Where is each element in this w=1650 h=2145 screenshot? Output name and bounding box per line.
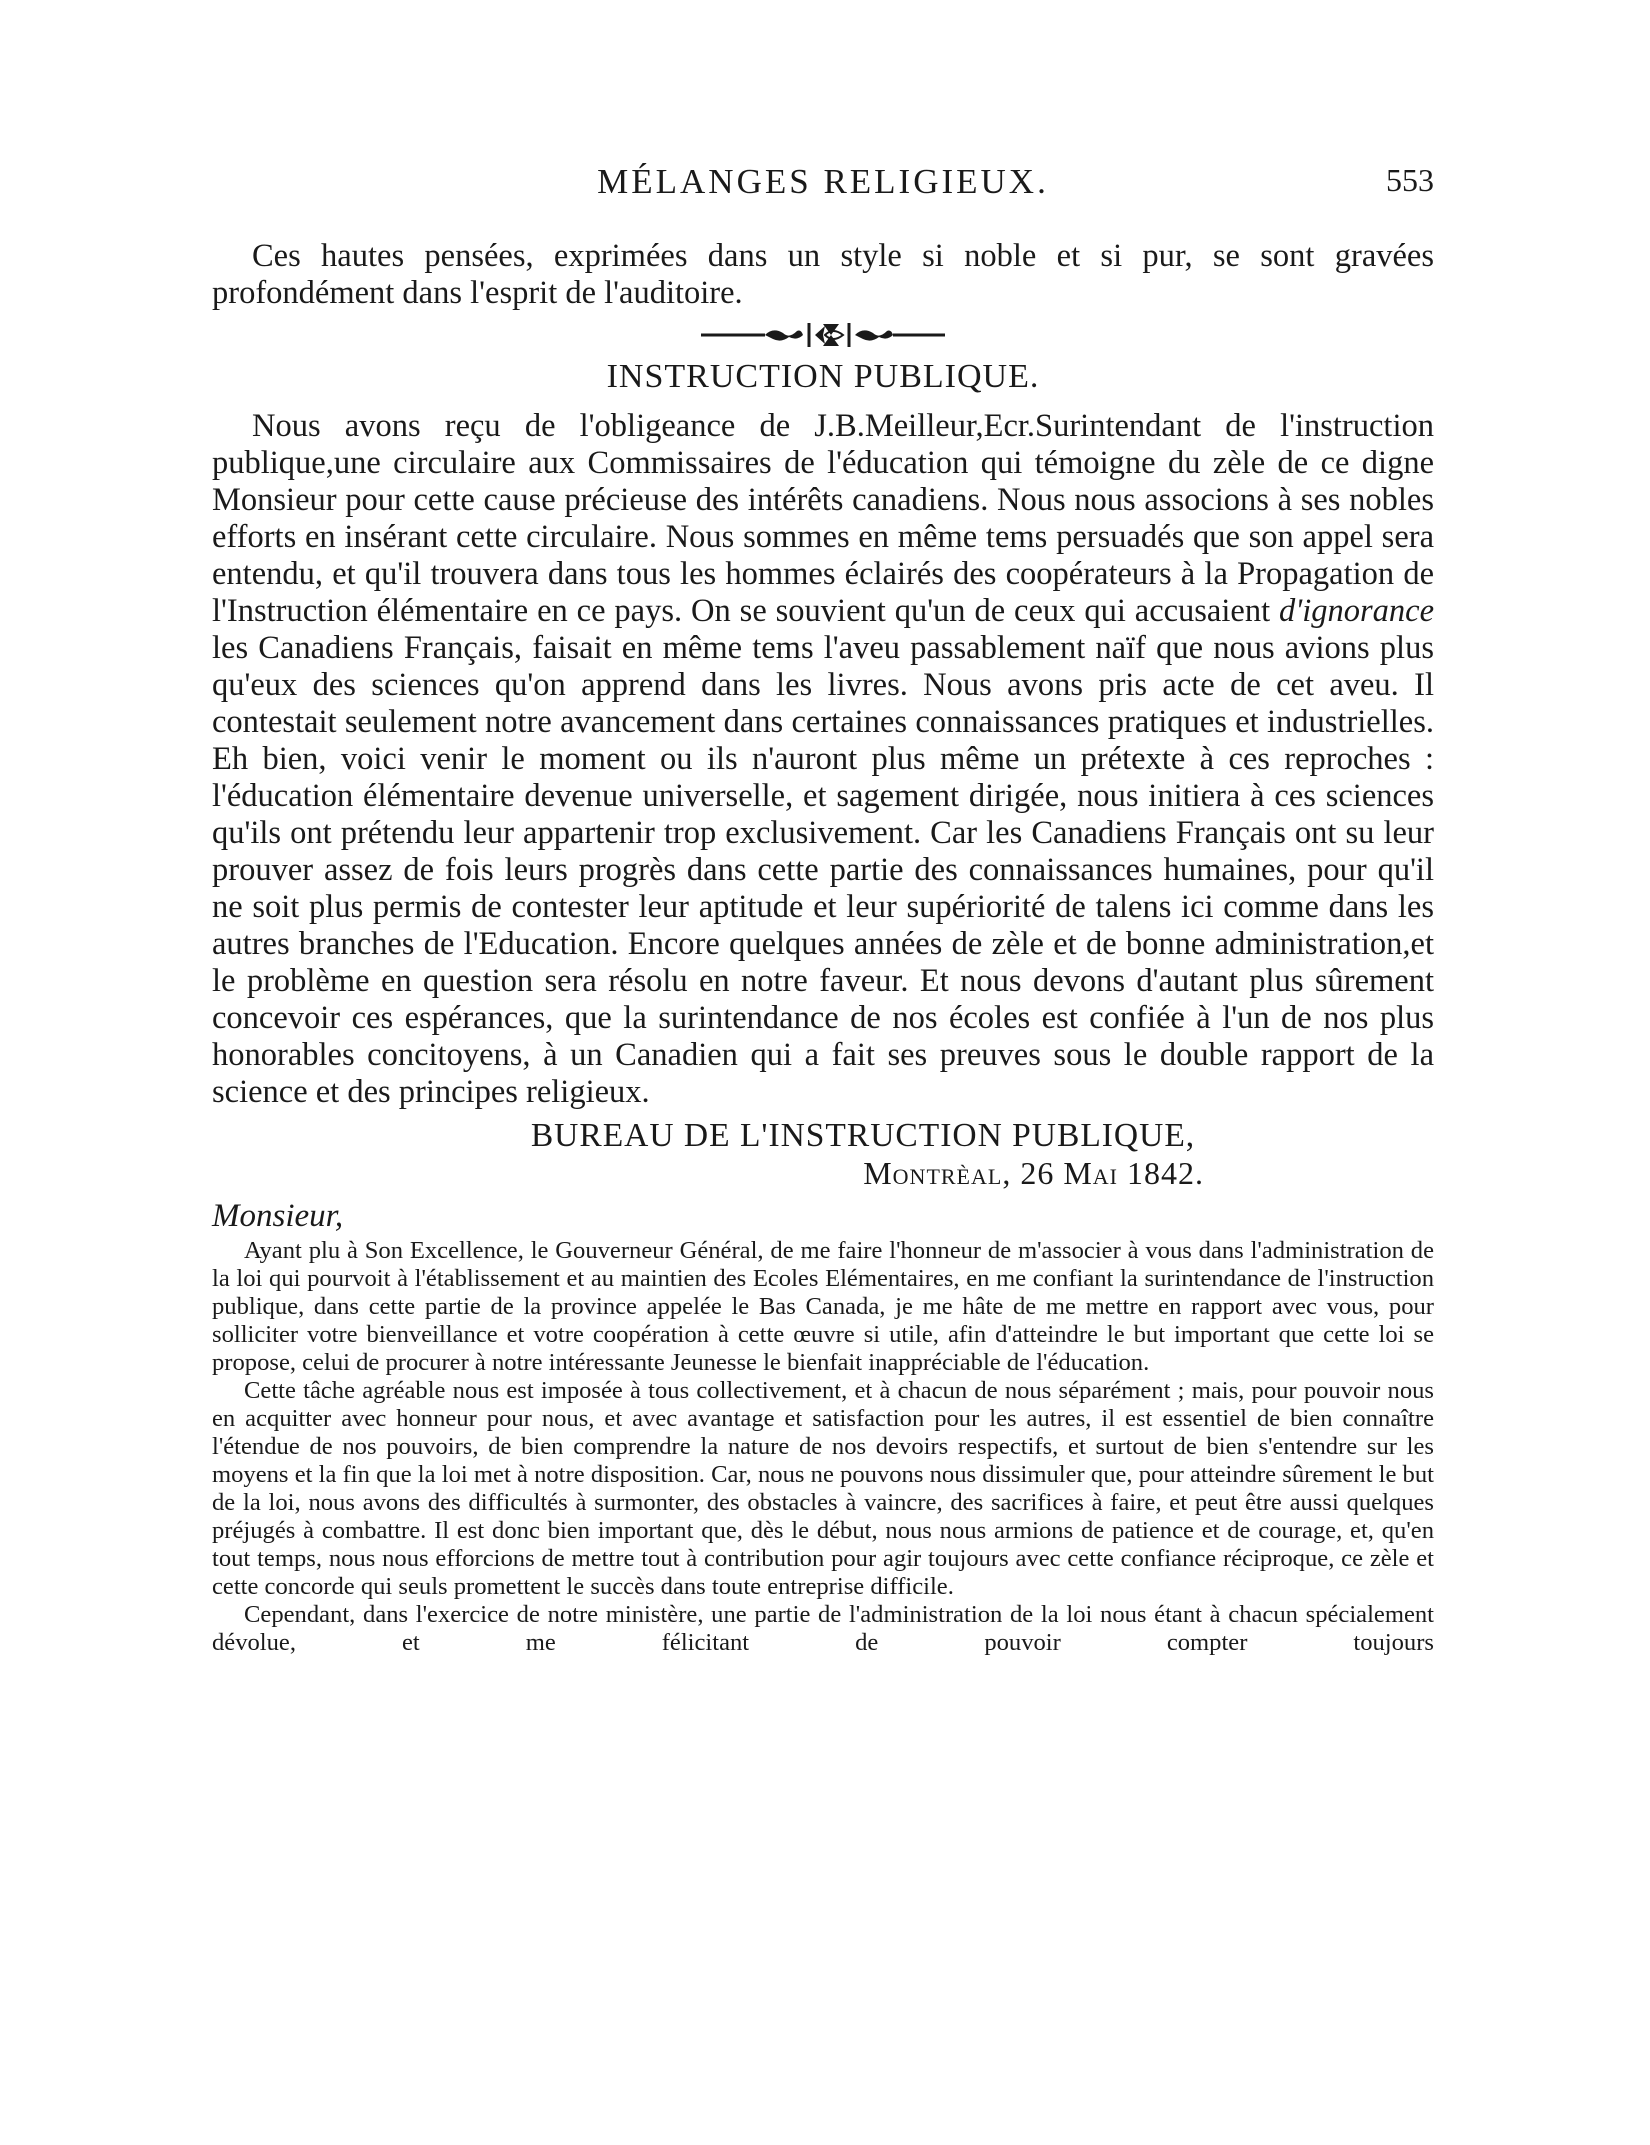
bureau-title: BUREAU DE L'INSTRUCTION PUBLIQUE,	[530, 1117, 1196, 1154]
intro-text-part-1: Nous avons reçu de l'obligeance de J.B.Meilleur,Ecr.Surintendant de l'instruction publique,une circulaire aux Commissaires de l'éducation qui témoigne du zèle de ce digne Monsieur pour cette cause précieuse des intérêts canadiens. Nous nous associons à ses nobles efforts en insérant cette circulaire. Nous sommes en même tems persuadés que son appel sera entendu, et qu'il trouvera dans tous les hommes éclairés des coopérateurs à la Propagation de l'Instruction élémentaire en ce pays. On se souvient qu'un de ceux qui accusaient	[212, 408, 1434, 629]
ornament-divider-icon	[693, 318, 953, 352]
intro-italic-word: d'ignorance	[1279, 593, 1434, 629]
page-number: 553	[1386, 162, 1434, 198]
letter-salutation: Monsieur,	[212, 1198, 344, 1234]
text-column	[212, 238, 1434, 1657]
opening-paragraph: Ces hautes pensées, exprimées dans un style si noble et si pur, se sont gravées profondément dans l'esprit de l'auditoire.	[212, 238, 1434, 311]
intro-text-part-2: les Canadiens Français, faisait en même tems l'aveu passablement naïf que nous avions plus qu'eux des sciences qu'on apprend dans les livres. Nous avons pris acte de cet aveu. Il contestait seulement notre avancement dans certaines connaissances pratiques et industrielles. Eh bien, voici venir le moment ou ils n'auront plus même un prétexte à ces reproches : l'éducation élémentaire devenue universelle, et sagement dirigée, nous initiera à ces sciences qu'ils ont prétendu leur appartenir trop exclusivement. Car les Canadiens Français ont su leur prouver assez de fois leurs progrès dans cette partie des connaissances humaines, pour qu'il ne soit plus permis de contester leur aptitude et leur supériorité de talens ici comme dans les autres branches de l'Education. Encore quelques années de zèle et de bonne administration,et le problème en question sera résolu en notre faveur. Et nous devons d'autant plus sûrement concevoir ces espérances, que la surintendance de nos écoles est confiée à l'un de nos plus honorables concitoyens, à un Canadien qui a fait ses preuves sous le double rapport de la science et des principes religieux.	[212, 630, 1434, 1110]
place-date: Montrèal, 26 Mai 1842.	[863, 1155, 1204, 1191]
letter-paragraph: Cependant, dans l'exercice de notre ministère, une partie de l'administration de la loi nous étant à chacun spécialement dévolue, et me félicitant de pouvoir compter toujours	[212, 1601, 1434, 1656]
running-head: MÉLANGES RELIGIEUX.	[597, 162, 1049, 201]
letter-paragraph: Cette tâche agréable nous est imposée à tous collectivement, et à chacun de nous séparément ; mais, pour pouvoir nous en acquitter avec honneur pour nous, et avec avantage et satisfaction pour les autres, il est essentiel de bien connaître l'étendue de nos pouvoirs, de bien comprendre la nature de nos devoirs respectifs, et surtout de bien s'entendre sur les moyens et la fin que la loi met à notre disposition. Car, nous ne pouvons nous dissimuler que, pour atteindre sûrement le but de la loi, nous avons des difficultés à surmonter, des obstacles à vaincre, des sacrifices à faire, et peut être aussi quelques préjugés à combattre. Il est donc bien important que, dès le début, nous nous armions de patience et de courage, et, qu'en tout temps, nous nous efforcions de mettre tout à contribution pour agir toujours avec cette confiance réciproque, ce zèle et cette concorde qui seuls promettent le succès dans toute entreprise difficile.	[212, 1377, 1434, 1600]
intro-paragraph	[212, 408, 1434, 1111]
section-title: INSTRUCTION PUBLIQUE.	[606, 358, 1040, 395]
page-header	[212, 162, 1434, 212]
letter-paragraph: Ayant plu à Son Excellence, le Gouverneur Général, de me faire l'honneur de m'associer à vous dans l'administration de la loi qui pourvoit à l'établissement et au maintien des Ecoles Elémentaires, en me confiant la surintendance de l'instruction publique, dans cette partie de la province appelée le Bas Canada, je me hâte de me mettre en rapport avec vous, pour solliciter votre bienveillance et votre coopération à cette œuvre si utile, afin d'atteindre le but important que cette loi se propose, celui de procurer à notre intéressante Jeunesse le bienfait inappréciable de l'éducation.	[212, 1237, 1434, 1376]
